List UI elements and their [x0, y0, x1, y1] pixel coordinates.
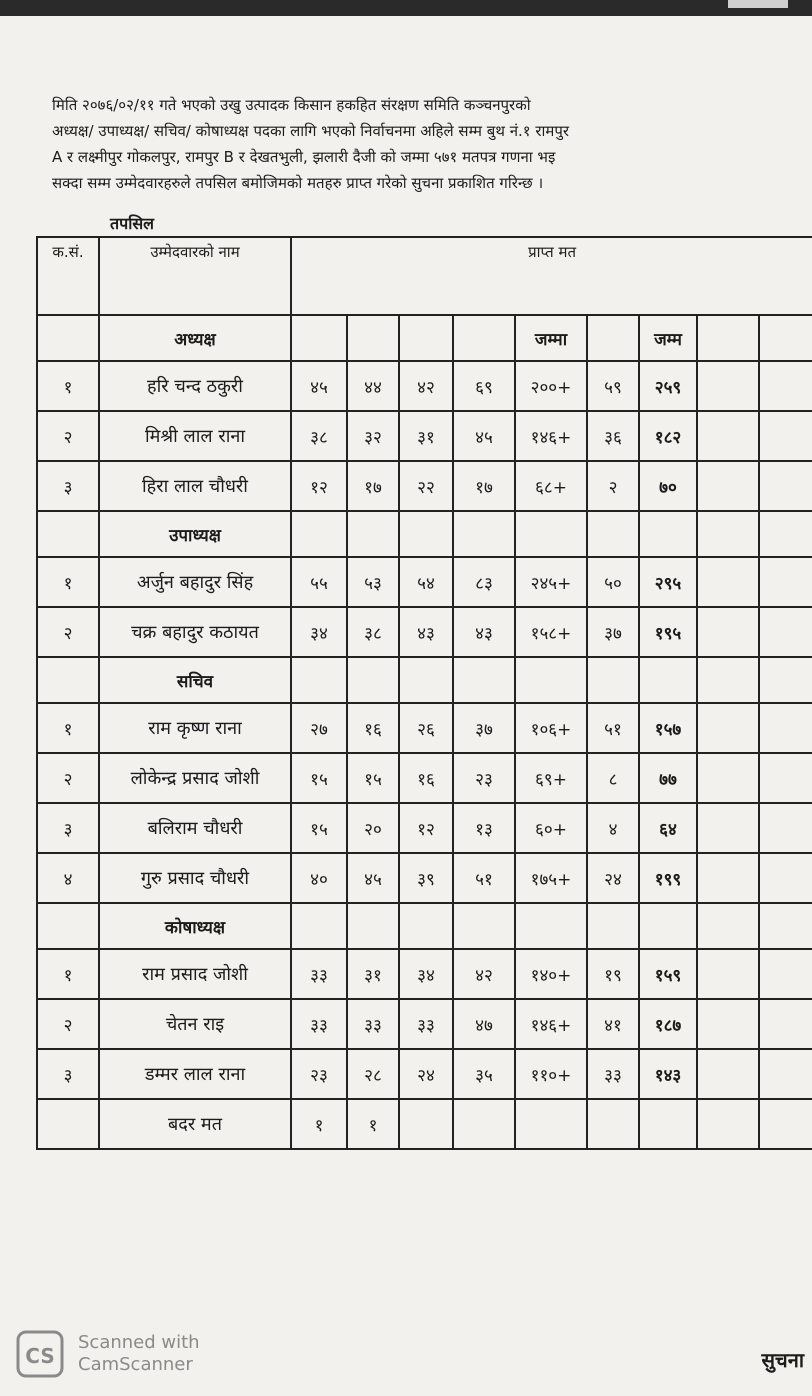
- total-header: जम्म: [639, 315, 697, 361]
- empty-cell: [639, 1099, 697, 1149]
- serial-number: ३: [37, 1049, 99, 1099]
- empty-cell: [399, 511, 453, 557]
- watermark-line-2: CamScanner: [78, 1354, 193, 1375]
- camscanner-logo: [16, 1330, 64, 1378]
- empty-cell: [759, 657, 812, 703]
- empty-cell: [453, 1099, 515, 1149]
- empty-cell: [697, 903, 759, 949]
- booth-votes: २४: [399, 1049, 453, 1099]
- empty-cell: [697, 361, 759, 411]
- empty-cell: [759, 999, 812, 1049]
- booth-votes: १९: [587, 949, 639, 999]
- empty-cell: [697, 411, 759, 461]
- booth-votes: ४१: [587, 999, 639, 1049]
- empty-cell: [697, 999, 759, 1049]
- camscanner-logo-text: CS: [25, 1344, 55, 1368]
- serial-number: १: [37, 361, 99, 411]
- booth-votes: ४५: [291, 361, 347, 411]
- serial-number: ३: [37, 803, 99, 853]
- booth-votes: ३३: [587, 1049, 639, 1099]
- category-title: सचिव: [99, 657, 291, 703]
- empty-cell: [453, 511, 515, 557]
- empty-cell: [759, 361, 812, 411]
- empty-cell: [697, 461, 759, 511]
- candidate-name: लोकेन्द्र प्रसाद जोशी: [99, 753, 291, 803]
- empty-cell: [697, 703, 759, 753]
- booth-votes: २८: [347, 1049, 399, 1099]
- booth-votes: ३३: [347, 999, 399, 1049]
- booth-votes: ४२: [399, 361, 453, 411]
- candidate-row: [37, 853, 812, 903]
- candidate-row: [37, 607, 812, 657]
- empty-cell: [759, 607, 812, 657]
- booth-votes: ५५: [291, 557, 347, 607]
- booth-votes: ३८: [291, 411, 347, 461]
- invalid-votes-count: १: [291, 1099, 347, 1149]
- invalid-votes-row: [37, 1099, 812, 1149]
- subtotal-votes: १०६+: [515, 703, 587, 753]
- booth-votes: ३१: [347, 949, 399, 999]
- booth-votes: ३४: [399, 949, 453, 999]
- empty-cell: [697, 607, 759, 657]
- booth-votes: ३३: [291, 949, 347, 999]
- empty-cell: [587, 657, 639, 703]
- empty-cell: [697, 557, 759, 607]
- empty-cell: [37, 1099, 99, 1149]
- total-votes: १९९: [639, 853, 697, 903]
- subtotal-votes: ११०+: [515, 1049, 587, 1099]
- empty-cell: [759, 411, 812, 461]
- empty-cell: [291, 903, 347, 949]
- empty-cell: [347, 511, 399, 557]
- booth-votes: १७: [347, 461, 399, 511]
- column-header-sn: क.सं.: [37, 237, 99, 315]
- candidate-row: [37, 411, 812, 461]
- booth-votes: १३: [453, 803, 515, 853]
- total-votes: १५७: [639, 703, 697, 753]
- candidate-row: [37, 361, 812, 411]
- empty-cell: [759, 1099, 812, 1149]
- table-header-row: [37, 237, 812, 315]
- candidate-row: [37, 803, 812, 853]
- booth-votes: ३४: [291, 607, 347, 657]
- empty-cell: [515, 657, 587, 703]
- empty-cell: [399, 1099, 453, 1149]
- empty-cell: [347, 657, 399, 703]
- booth-votes: ४३: [453, 607, 515, 657]
- empty-cell: [399, 903, 453, 949]
- booth-votes: ४५: [453, 411, 515, 461]
- candidate-name: बलिराम चौधरी: [99, 803, 291, 853]
- empty-cell: [347, 315, 399, 361]
- empty-cell: [453, 315, 515, 361]
- details-heading: तपसिल: [110, 214, 155, 233]
- booth-votes: ६९: [453, 361, 515, 411]
- candidate-name: अर्जुन बहादुर सिंह: [99, 557, 291, 607]
- empty-cell: [697, 1049, 759, 1099]
- candidate-name: मिश्री लाल राना: [99, 411, 291, 461]
- booth-votes: ५३: [347, 557, 399, 607]
- empty-cell: [291, 315, 347, 361]
- candidate-name: गुरु प्रसाद चौधरी: [99, 853, 291, 903]
- booth-votes: १५: [291, 753, 347, 803]
- serial-number: २: [37, 999, 99, 1049]
- category-row: [37, 315, 812, 361]
- empty-cell: [639, 903, 697, 949]
- category-row: [37, 903, 812, 949]
- category-title: कोषाध्यक्ष: [99, 903, 291, 949]
- category-row: [37, 657, 812, 703]
- empty-cell: [697, 853, 759, 903]
- booth-votes: ३७: [587, 607, 639, 657]
- serial-number: २: [37, 411, 99, 461]
- booth-votes: ३९: [399, 853, 453, 903]
- booth-votes: ४७: [453, 999, 515, 1049]
- subtotal-votes: २४५+: [515, 557, 587, 607]
- booth-votes: २: [587, 461, 639, 511]
- empty-cell: [697, 803, 759, 853]
- empty-cell: [587, 511, 639, 557]
- empty-cell: [759, 703, 812, 753]
- booth-votes: ४०: [291, 853, 347, 903]
- serial-number: २: [37, 607, 99, 657]
- booth-votes: ५९: [587, 361, 639, 411]
- booth-votes: ५१: [453, 853, 515, 903]
- subtotal-votes: ६९+: [515, 753, 587, 803]
- empty-cell: [639, 657, 697, 703]
- subtotal-header: जम्मा: [515, 315, 587, 361]
- serial-number: १: [37, 557, 99, 607]
- total-votes: १९५: [639, 607, 697, 657]
- booth-votes: ५१: [587, 703, 639, 753]
- empty-cell: [759, 461, 812, 511]
- booth-votes: २२: [399, 461, 453, 511]
- camscanner-watermark: [78, 1332, 200, 1376]
- candidate-name: राम प्रसाद जोशी: [99, 949, 291, 999]
- serial-number: ३: [37, 461, 99, 511]
- booth-votes: २४: [587, 853, 639, 903]
- empty-cell: [697, 315, 759, 361]
- empty-cell: [291, 511, 347, 557]
- total-votes: ७७: [639, 753, 697, 803]
- booth-votes: १२: [291, 461, 347, 511]
- booth-votes: ३६: [587, 411, 639, 461]
- serial-number: १: [37, 949, 99, 999]
- booth-votes: १७: [453, 461, 515, 511]
- serial-number: २: [37, 753, 99, 803]
- empty-cell: [697, 949, 759, 999]
- notice-intro-text: मिति २०७६/०२/११ गते भएको उखु उत्पादक किसान हकहित संरक्षण समिति कञ्चनपुरको अध्यक्ष/ उपाध्यक्ष/ सचिव/ कोषाध्यक्ष पदका लागि भएको निर्वाचनमा अहिले सम्म बुथ नं.१ रामपुर A र लक्ष्मीपुर गोकलपुर, रामपुर B र देखतभुली, झलारी दैजी को जम्मा ५७१ मतपत्र गणना भइ सक्दा सम्म उम्मेदवारहरुले तपसिल बमोजिमको मतहरु प्राप्त गरेको सुचना प्रकाशित गरिन्छ ।: [52, 96, 570, 192]
- candidate-row: [37, 557, 812, 607]
- booth-votes: १६: [399, 753, 453, 803]
- total-votes: १८७: [639, 999, 697, 1049]
- booth-votes: ३८: [347, 607, 399, 657]
- total-votes: १४३: [639, 1049, 697, 1099]
- empty-cell: [697, 1099, 759, 1149]
- watermark-line-1: Scanned with: [78, 1332, 200, 1353]
- booth-votes: ३५: [453, 1049, 515, 1099]
- subtotal-votes: ६०+: [515, 803, 587, 853]
- category-title: उपाध्यक्ष: [99, 511, 291, 557]
- serial-number: ४: [37, 853, 99, 903]
- total-votes: २५९: [639, 361, 697, 411]
- empty-cell: [399, 315, 453, 361]
- booth-votes: २०: [347, 803, 399, 853]
- empty-cell: [759, 511, 812, 557]
- candidate-row: [37, 753, 812, 803]
- column-header-votes: प्राप्त मत: [291, 237, 812, 315]
- empty-cell: [37, 657, 99, 703]
- booth-votes: ३३: [291, 999, 347, 1049]
- booth-votes: ५४: [399, 557, 453, 607]
- empty-cell: [759, 853, 812, 903]
- empty-cell: [347, 903, 399, 949]
- booth-votes: ४२: [453, 949, 515, 999]
- invalid-votes-count: १: [347, 1099, 399, 1149]
- empty-cell: [399, 657, 453, 703]
- total-votes: ७०: [639, 461, 697, 511]
- empty-cell: [515, 511, 587, 557]
- booth-votes: ८३: [453, 557, 515, 607]
- category-row: [37, 511, 812, 557]
- empty-cell: [697, 511, 759, 557]
- booth-votes: ४५: [347, 853, 399, 903]
- candidate-row: [37, 999, 812, 1049]
- empty-cell: [759, 903, 812, 949]
- scan-top-edge: [0, 0, 812, 16]
- empty-cell: [587, 1099, 639, 1149]
- candidate-row: [37, 461, 812, 511]
- column-header-name: उम्मेदवारको नाम: [99, 237, 291, 315]
- subtotal-votes: १५८+: [515, 607, 587, 657]
- empty-cell: [37, 903, 99, 949]
- booth-votes: ३३: [399, 999, 453, 1049]
- total-votes: १५९: [639, 949, 697, 999]
- empty-cell: [759, 949, 812, 999]
- total-votes: ६४: [639, 803, 697, 853]
- booth-votes: २६: [399, 703, 453, 753]
- subtotal-votes: १७५+: [515, 853, 587, 903]
- empty-cell: [697, 753, 759, 803]
- empty-cell: [759, 803, 812, 853]
- notice-label: सुचना: [761, 1348, 804, 1372]
- candidate-name: हरि चन्द ठकुरी: [99, 361, 291, 411]
- booth-votes: ३१: [399, 411, 453, 461]
- category-title: अध्यक्ष: [99, 315, 291, 361]
- booth-votes: १६: [347, 703, 399, 753]
- empty-cell: [37, 511, 99, 557]
- subtotal-votes: २००+: [515, 361, 587, 411]
- candidate-row: [37, 949, 812, 999]
- scan-top-mark: [728, 0, 788, 8]
- total-votes: २९५: [639, 557, 697, 607]
- booth-votes: १५: [347, 753, 399, 803]
- booth-votes: २३: [291, 1049, 347, 1099]
- results-table: [36, 236, 812, 1150]
- candidate-name: चक्र बहादुर कठायत: [99, 607, 291, 657]
- empty-cell: [697, 657, 759, 703]
- booth-votes: ३२: [347, 411, 399, 461]
- booth-votes: ४४: [347, 361, 399, 411]
- booth-votes: २७: [291, 703, 347, 753]
- booth-votes: ३७: [453, 703, 515, 753]
- empty-cell: [759, 1049, 812, 1099]
- serial-number: १: [37, 703, 99, 753]
- booth-votes: १५: [291, 803, 347, 853]
- subtotal-votes: १४०+: [515, 949, 587, 999]
- booth-votes: १२: [399, 803, 453, 853]
- candidate-name: डम्मर लाल राना: [99, 1049, 291, 1099]
- subtotal-votes: १४६+: [515, 999, 587, 1049]
- invalid-votes-label: बदर मत: [99, 1099, 291, 1149]
- empty-cell: [453, 903, 515, 949]
- candidate-row: [37, 703, 812, 753]
- empty-cell: [759, 557, 812, 607]
- empty-cell: [515, 903, 587, 949]
- candidate-name: हिरा लाल चौधरी: [99, 461, 291, 511]
- subtotal-votes: ६८+: [515, 461, 587, 511]
- empty-cell: [759, 753, 812, 803]
- booth-votes: ५०: [587, 557, 639, 607]
- empty-cell: [37, 315, 99, 361]
- booth-votes: २३: [453, 753, 515, 803]
- booth-votes: ४: [587, 803, 639, 853]
- candidate-name: चेतन राइ: [99, 999, 291, 1049]
- empty-cell: [291, 657, 347, 703]
- empty-cell: [587, 315, 639, 361]
- empty-cell: [759, 315, 812, 361]
- empty-cell: [515, 1099, 587, 1149]
- candidate-name: राम कृष्ण राना: [99, 703, 291, 753]
- subtotal-votes: १४६+: [515, 411, 587, 461]
- candidate-row: [37, 1049, 812, 1099]
- booth-votes: ८: [587, 753, 639, 803]
- total-votes: १८२: [639, 411, 697, 461]
- empty-cell: [453, 657, 515, 703]
- empty-cell: [639, 511, 697, 557]
- booth-votes: ४३: [399, 607, 453, 657]
- empty-cell: [587, 903, 639, 949]
